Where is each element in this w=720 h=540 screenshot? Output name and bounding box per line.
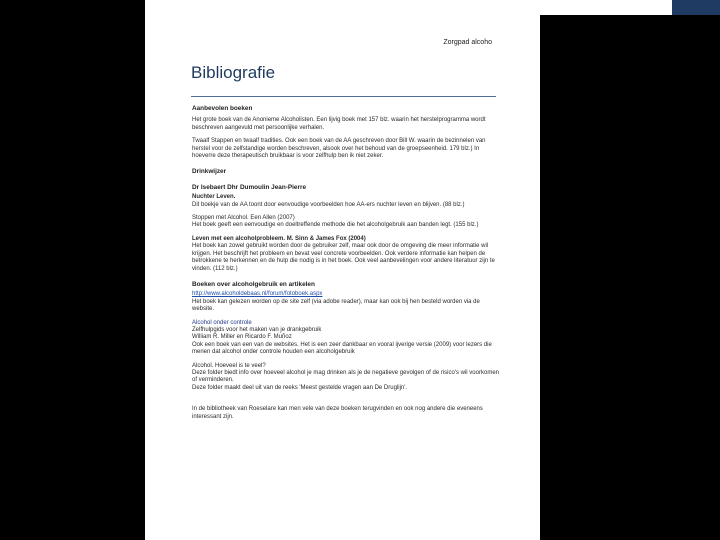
book-description: Dit boekje van de AA toont door eenvoudige voorbeelden hoe AA-ers nuchter leven en blijven. (88 blz.) bbox=[192, 201, 465, 208]
link-description: Het boek kan gelezen worden op de site zelf (via adobe reader), maar kan ook bij hen besteld worden via de website. bbox=[192, 298, 480, 313]
document-page bbox=[145, 15, 540, 540]
book-authors: William R. Miller en Ricardo F. Muñoz bbox=[192, 334, 292, 341]
page-title: Bibliografie bbox=[191, 63, 276, 82]
book-title: Nuchter Leven. bbox=[192, 194, 236, 201]
book-title: Leven met een alcoholprobleem. M. Sinn & James Fox (2004) bbox=[192, 235, 366, 242]
left-black-band bbox=[0, 0, 145, 540]
book-description: Het boek geeft een eenvoudige en doeltreffende methode die het alcoholgebruik aan banden legt. (155 blz.) bbox=[192, 222, 479, 229]
title-rule bbox=[191, 96, 496, 97]
book-description: Ook een boek van een van de websites. Het is een zeer dankbaar en vooral ijverige versie (2009) voor lezers die menen dat alcohol onder controle houden een alcoholgebruik bbox=[192, 341, 492, 356]
corner-accent-bar bbox=[672, 0, 720, 15]
footer-note: In de bibliotheek van Roeselare kan men vele van deze boeken terugvinden en ook nog andere die eveneens interessant zijn. bbox=[192, 406, 483, 420]
book-description: Het boek kan zowel gebruikt worden door de gebruiker zelf, maar ook door de omgeving die meer informatie wil krijgen. Het beschrijft het probleem en bevat veel concrete voorbeelden. Ook verdere informatie kan helpen de betrokkene te herkennen en de hulp die nodig is in het boek. Ook veel aanbevelingen voor andere literatuur zijn te vinden. (112 blz.) bbox=[192, 243, 495, 272]
folder-description: Deze folder maakt deel uit van de reeks 'Meest gestelde vragen aan De Druglijn'. bbox=[192, 384, 408, 391]
author-heading: Dr Isebaert Dhr Dumoulin Jean-Pierre bbox=[192, 183, 306, 191]
book-entry: Twaalf Stappen en twaalf tradities. Ook een boek van de AA geschreven door Bill W. waarin de bezinnelen van herstel voor de zelfstandige worden beschreven, alsook over het behoud van de groepseenheid. 179 blz.) In hoeverre deze therapeutisch bruikbaar is voor zelfhulp ben ik niet zeker. bbox=[192, 138, 486, 160]
book-title: Zelfhulpgids voor het maken van je drankgebruik bbox=[192, 326, 322, 333]
section-heading-drinkwijzer: Drinkwijzer bbox=[192, 168, 227, 176]
section-heading-aanbevolen: Aanbevolen boeken bbox=[192, 105, 253, 112]
section-heading-alcoholgebruik: Boeken over alcoholgebruik en artikelen bbox=[192, 280, 315, 288]
folder-title: Alcohol. Hoeveel is te veel? bbox=[192, 362, 266, 369]
website-link[interactable]: http://www.alcoholdebaas.nl/forum/fotoboek.aspx bbox=[192, 291, 323, 298]
document-body bbox=[192, 99, 502, 427]
subheading-alcohol-onder-controle: Alcohol onder controle bbox=[192, 319, 252, 326]
right-black-band bbox=[540, 0, 720, 540]
folder-description: Deze folder biedt info over hoeveel alcohol je mag drinken als je de negatieve gevolgen of de risico's wil voorkomen of verminderen. bbox=[192, 369, 499, 384]
book-entry: Het grote boek van de Anonieme Alcoholisten. Een lijvig boek met 157 blz. waarin het herstelprogramma wordt beschreven aangevuld met persoonlijke verhalen. bbox=[192, 117, 486, 131]
book-title: Stoppen met Alcohol. Een Allen (2007) bbox=[192, 215, 295, 222]
page-header: Zorgpad alcoho bbox=[443, 39, 492, 46]
